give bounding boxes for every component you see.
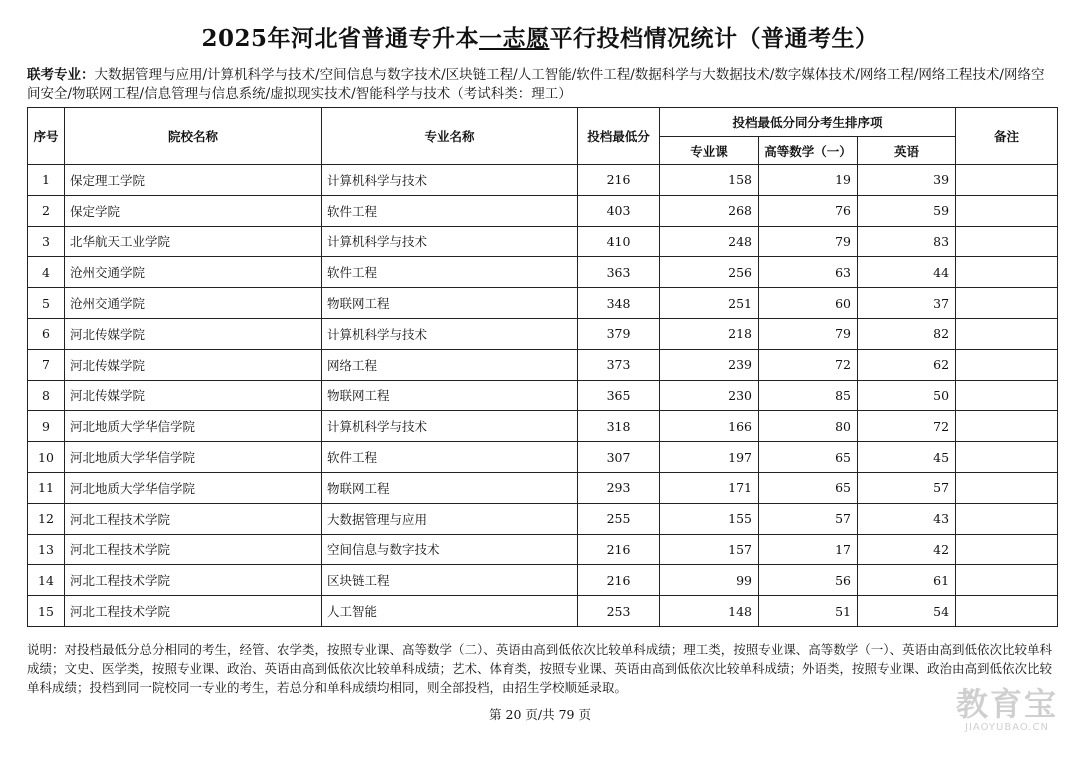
row-number-cell: 9 [28,411,65,442]
math-score-cell: 19 [759,165,858,196]
professional-score-cell: 248 [660,226,759,257]
professional-score-cell: 197 [660,442,759,473]
professional-score-cell: 218 [660,318,759,349]
min-score-cell: 410 [578,226,660,257]
table-row [28,503,1058,534]
row-number-cell: 5 [28,288,65,319]
header-professional: 专业课 [660,137,759,165]
subject-text: 大数据管理与应用/计算机科学与技术/空间信息与数字技术/区块链工程/人工智能/软件工程/数据科学与大数据技术/数字媒体技术/网络工程/网络工程技术/网络空间安全/物联网工程/信息管理与信息系统/虚拟现实技术/智能科学与技术（考试科类：理工） [27,67,1045,102]
math-score-cell: 65 [759,442,858,473]
remark-cell [956,226,1058,257]
major-name-cell: 软件工程 [322,257,578,288]
remark-cell [956,411,1058,442]
row-number-cell: 1 [28,165,65,196]
math-score-cell: 63 [759,257,858,288]
math-score-cell: 79 [759,226,858,257]
remark-cell [956,165,1058,196]
remark-cell [956,288,1058,319]
major-name-cell: 物联网工程 [322,472,578,503]
row-number-cell: 8 [28,380,65,411]
row-number-cell: 10 [28,442,65,473]
table-row [28,257,1058,288]
header-no: 序号 [28,108,65,165]
row-number-cell: 14 [28,565,65,596]
math-score-cell: 80 [759,411,858,442]
page-title [0,20,1080,53]
english-score-cell: 83 [858,226,956,257]
min-score-cell: 253 [578,596,660,627]
watermark-domain: JIAOYUBAO.CN [965,722,1049,733]
major-name-cell: 网络工程 [322,349,578,380]
english-score-cell: 54 [858,596,956,627]
row-number-cell: 12 [28,503,65,534]
school-name-cell: 保定理工学院 [65,165,322,196]
school-name-cell: 河北工程技术学院 [65,503,322,534]
professional-score-cell: 155 [660,503,759,534]
math-score-cell: 57 [759,503,858,534]
table-row [28,534,1058,565]
school-name-cell: 河北工程技术学院 [65,534,322,565]
page-number: 第 20 页/共 79 页 [489,707,591,722]
row-number-cell: 15 [28,596,65,627]
professional-score-cell: 239 [660,349,759,380]
row-number-cell: 2 [28,195,65,226]
school-name-cell: 河北传媒学院 [65,380,322,411]
school-name-cell: 河北地质大学华信学院 [65,472,322,503]
header-school: 院校名称 [65,108,322,165]
english-score-cell: 62 [858,349,956,380]
math-score-cell: 60 [759,288,858,319]
school-name-cell: 河北工程技术学院 [65,565,322,596]
school-name-cell: 河北工程技术学院 [65,596,322,627]
professional-score-cell: 158 [660,165,759,196]
major-name-cell: 物联网工程 [322,380,578,411]
table-row [28,442,1058,473]
major-name-cell: 物联网工程 [322,288,578,319]
major-name-cell: 软件工程 [322,195,578,226]
title-underlined: 一志愿 [479,25,550,52]
remark-cell [956,565,1058,596]
min-score-cell: 255 [578,503,660,534]
table-body [28,165,1058,627]
math-score-cell: 85 [759,380,858,411]
admission-table [27,107,1058,627]
english-score-cell: 43 [858,503,956,534]
school-name-cell: 河北地质大学华信学院 [65,411,322,442]
major-name-cell: 计算机科学与技术 [322,226,578,257]
min-score-cell: 373 [578,349,660,380]
english-score-cell: 45 [858,442,956,473]
professional-score-cell: 268 [660,195,759,226]
remark-cell [956,472,1058,503]
remark-cell [956,195,1058,226]
school-name-cell: 沧州交通学院 [65,257,322,288]
table-row [28,349,1058,380]
english-score-cell: 50 [858,380,956,411]
school-name-cell: 北华航天工业学院 [65,226,322,257]
remark-cell [956,380,1058,411]
school-name-cell: 河北传媒学院 [65,318,322,349]
row-number-cell: 13 [28,534,65,565]
school-name-cell: 河北传媒学院 [65,349,322,380]
school-name-cell: 沧州交通学院 [65,288,322,319]
subject-label: 联考专业： [27,67,95,83]
math-score-cell: 17 [759,534,858,565]
remark-cell [956,534,1058,565]
english-score-cell: 42 [858,534,956,565]
english-score-cell: 44 [858,257,956,288]
min-score-cell: 363 [578,257,660,288]
title-post: 平行投档情况统计（普通考生） [549,25,879,52]
row-number-cell: 3 [28,226,65,257]
table-row [28,380,1058,411]
min-score-cell: 216 [578,534,660,565]
remark-cell [956,442,1058,473]
remark-cell [956,596,1058,627]
row-number-cell: 11 [28,472,65,503]
min-score-cell: 403 [578,195,660,226]
min-score-cell: 365 [578,380,660,411]
header-english: 英语 [858,137,956,165]
table-row [28,165,1058,196]
major-name-cell: 人工智能 [322,596,578,627]
professional-score-cell: 171 [660,472,759,503]
math-score-cell: 76 [759,195,858,226]
math-score-cell: 56 [759,565,858,596]
major-name-cell: 软件工程 [322,442,578,473]
watermark-text: 教育宝 [955,685,1058,723]
math-score-cell: 51 [759,596,858,627]
professional-score-cell: 166 [660,411,759,442]
english-score-cell: 82 [858,318,956,349]
title-pre: 2025年河北省普通专升本 [201,25,479,52]
remark-cell [956,349,1058,380]
major-name-cell: 区块链工程 [322,565,578,596]
table-row [28,226,1058,257]
english-score-cell: 59 [858,195,956,226]
watermark-logo [956,686,1058,733]
header-remark: 备注 [956,108,1058,165]
table-row [28,318,1058,349]
row-number-cell: 4 [28,257,65,288]
school-name-cell: 保定学院 [65,195,322,226]
major-name-cell: 大数据管理与应用 [322,503,578,534]
professional-score-cell: 256 [660,257,759,288]
row-number-cell: 6 [28,318,65,349]
english-score-cell: 57 [858,472,956,503]
professional-score-cell: 157 [660,534,759,565]
english-score-cell: 61 [858,565,956,596]
row-number-cell: 7 [28,349,65,380]
table-row [28,411,1058,442]
header-math: 高等数学（一） [759,137,858,165]
professional-score-cell: 230 [660,380,759,411]
math-score-cell: 65 [759,472,858,503]
table-row [28,195,1058,226]
major-name-cell: 计算机科学与技术 [322,318,578,349]
remark-cell [956,257,1058,288]
header-tiebreak-group: 投档最低分同分考生排序项 [660,108,956,137]
english-score-cell: 39 [858,165,956,196]
school-name-cell: 河北地质大学华信学院 [65,442,322,473]
professional-score-cell: 99 [660,565,759,596]
table-row [28,565,1058,596]
professional-score-cell: 251 [660,288,759,319]
table-row [28,596,1058,627]
min-score-cell: 307 [578,442,660,473]
remark-cell [956,503,1058,534]
math-score-cell: 72 [759,349,858,380]
min-score-cell: 348 [578,288,660,319]
header-min-score: 投档最低分 [578,108,660,165]
exam-subjects [27,66,1057,104]
header-major: 专业名称 [322,108,578,165]
explanation-note: 说明：对投档最低分总分相同的考生，经管、农学类，按照专业课、高等数学（二）、英语由高到低依次比较单科成绩；理工类，按照专业课、高等数学（一）、英语由高到低依次比较单科成绩；文史、医学类，按照专业课、政治、英语由高到低依次比较单科成绩；艺术、体育类，按照专业课、英语由高到低依次比较单科成绩；外语类，按照专业课、政治由高到低依次比较单科成绩；投档到同一院校同一专业的考生，若总分和单科成绩均相同，则全部投档，由招生学校顺延录取。 [27,642,1053,695]
min-score-cell: 379 [578,318,660,349]
major-name-cell: 计算机科学与技术 [322,165,578,196]
major-name-cell: 空间信息与数字技术 [322,534,578,565]
min-score-cell: 216 [578,165,660,196]
english-score-cell: 37 [858,288,956,319]
min-score-cell: 216 [578,565,660,596]
math-score-cell: 79 [759,318,858,349]
professional-score-cell: 148 [660,596,759,627]
table-row [28,288,1058,319]
remark-cell [956,318,1058,349]
english-score-cell: 72 [858,411,956,442]
major-name-cell: 计算机科学与技术 [322,411,578,442]
min-score-cell: 318 [578,411,660,442]
min-score-cell: 293 [578,472,660,503]
table-row [28,472,1058,503]
